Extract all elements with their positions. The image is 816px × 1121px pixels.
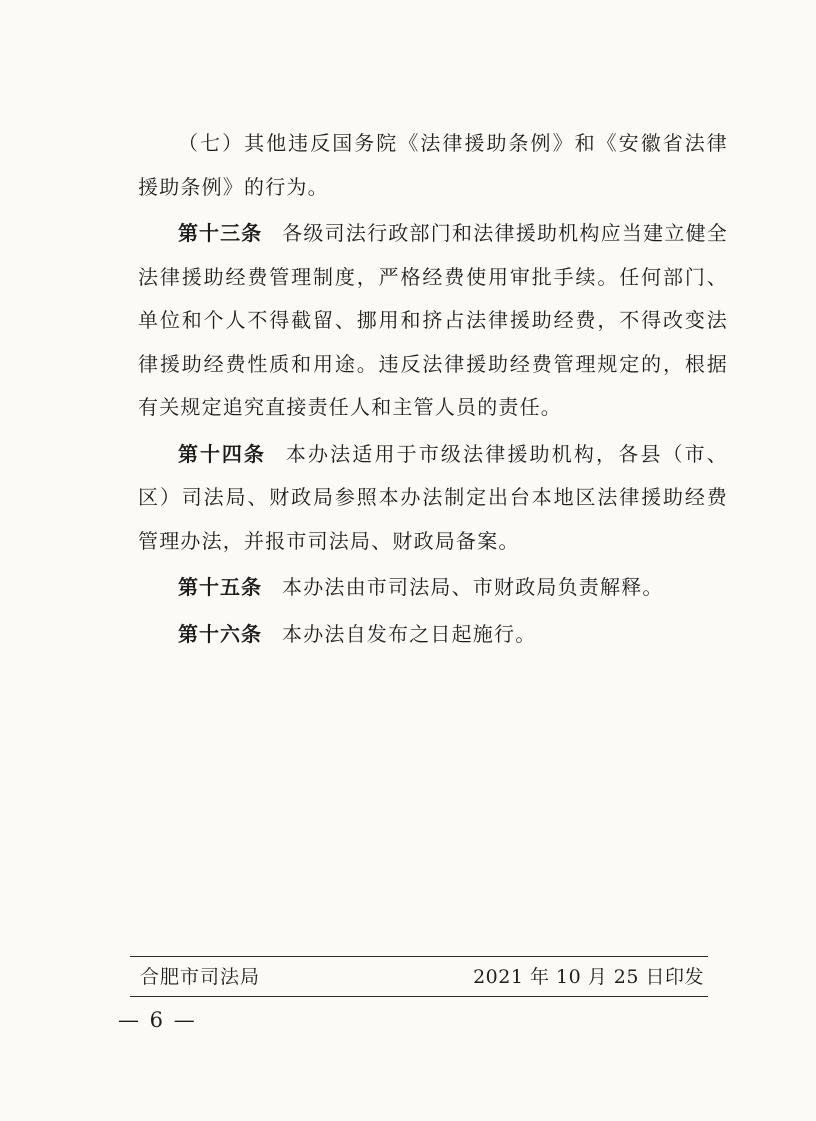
paragraph-text: （七）其他违反国务院《法律援助条例》和《安徽省法律援助条例》的行为。 (138, 131, 728, 199)
paragraph-article-15 (138, 566, 728, 610)
footer-top-rule (130, 956, 708, 957)
page-number: — 6 — (118, 1008, 197, 1032)
article-heading: 第十五条 (178, 575, 262, 599)
article-heading: 第十三条 (178, 221, 263, 245)
paragraph-item-7 (138, 122, 728, 209)
paragraph-article-16 (138, 613, 728, 657)
paragraph-text: 本办法自发布之日起施行。 (282, 621, 537, 646)
issue-date: 2021 年 10 月 25 日印发 (473, 966, 704, 988)
paragraph-text: 各级司法行政部门和法律援助机构应当建立健全法律援助经费管理制度，严格经费使用审批手续。任何部门、单位和个人不得截留、挪用和挤占法律援助经费，不得改变法律援助经费性质和用途。违反法律援助经费管理规定的，根据有关规定追究直接责任人和主管人员的责任。 (138, 221, 729, 419)
document-body (138, 122, 728, 659)
footer-bottom-rule (130, 996, 708, 997)
issuing-organization: 合肥市司法局 (140, 966, 261, 988)
paragraph-article-13 (138, 212, 728, 430)
paragraph-article-14 (138, 433, 728, 564)
article-heading: 第十六条 (178, 621, 262, 646)
paragraph-text: 本办法由市司法局、市财政局负责解释。 (282, 575, 664, 599)
article-heading: 第十四条 (178, 441, 266, 466)
paragraph-text: 本办法适用于市级法律援助机构，各县（市、区）司法局、财政局参照本办法制定出台本地区法律援助经费管理办法，并报市司法局、财政局备案。 (138, 441, 729, 553)
